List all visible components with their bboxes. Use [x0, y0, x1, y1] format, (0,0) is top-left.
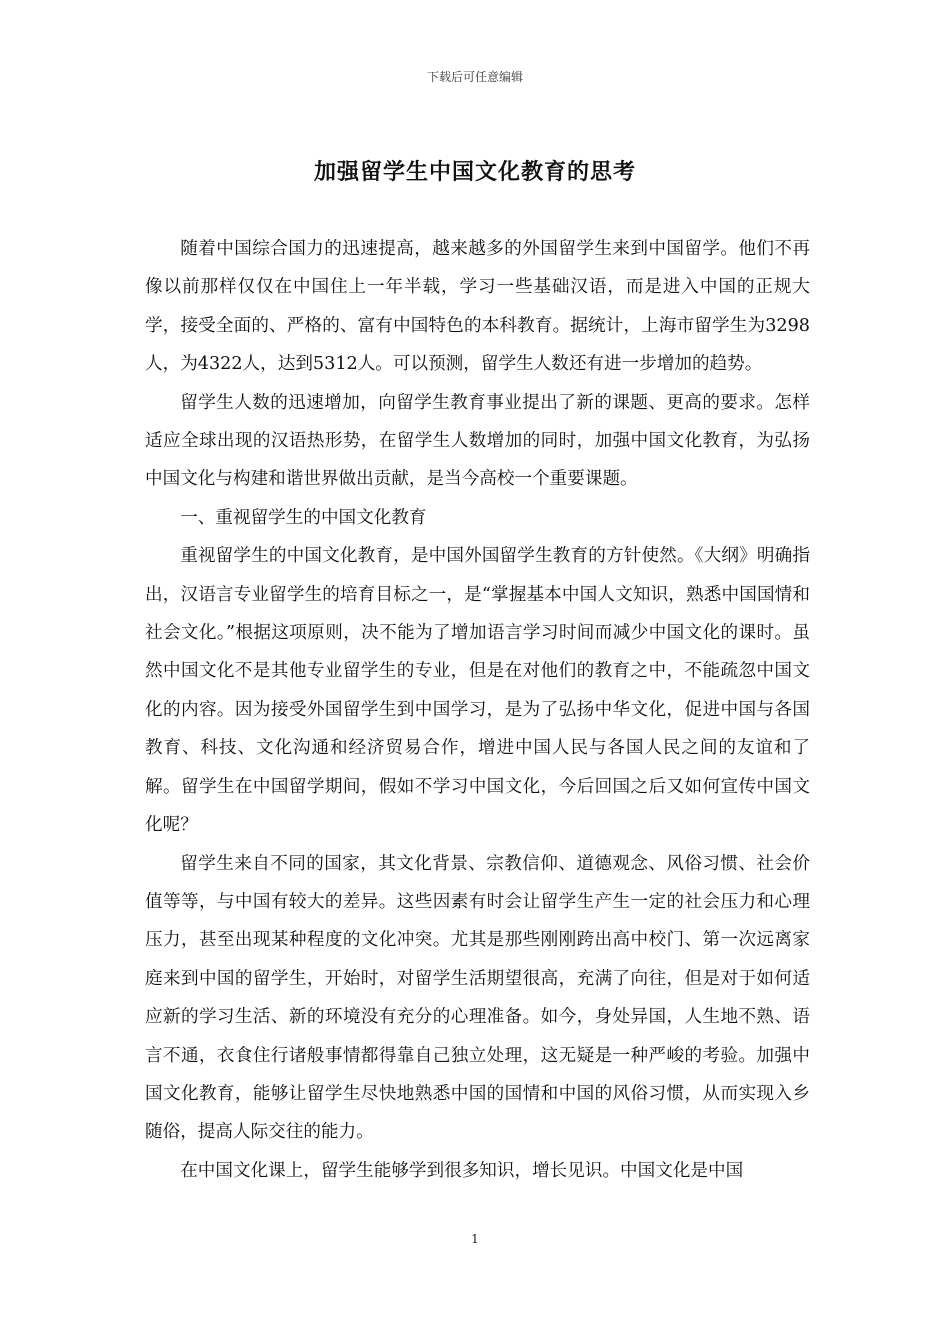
document-title: 加强留学生中国文化教育的思考 [313, 160, 636, 185]
section-heading-1: 一、重视留学生的中国文化教育 [180, 507, 427, 528]
paragraph-adaptation: 留学生来自不同的国家，其文化背景、宗教信仰、道德观念、风俗习惯、社会价值等等，与中国有较大的差异。这些因素有时会让留学生产生一定的社会压力和心理压力，甚至出现某种程度的文化冲突。尤其是那些刚刚跨出高中校门、第一次远离家庭来到中国的留学生，开始时，对留学生活期望很高，充满了向往，但是对于如何适应新的学习生活、新的环境没有充分的心理准备。如今，身处异国，人生地不熟、语言不通，衣食住行诸般事情都得靠自己独立处理，这无疑是一种严峻的考验。加强中国文化教育，能够让留学生尽快地熟悉中国的国情和中国的风俗习惯，从而实现入乡随俗，提高人际交往的能力。 [145, 853, 810, 1143]
paragraph-growth: 留学生人数的迅速增加，向留学生教育事业提出了新的课题、更高的要求。怎样适应全球出现的汉语热形势，在留学生人数增加的同时，加强中国文化教育，为弘扬中国文化与构建和谐世界做出贡献，是当今高校一个重要课题。 [145, 392, 810, 490]
paragraph-culture-class: 在中国文化课上，留学生能够学到很多知识，增长见识。中国文化是中国 [180, 1160, 744, 1181]
paragraph-intro: 随着中国综合国力的迅速提高，越来越多的外国留学生来到中国留学。他们不再像以前那样仅仅在中国住上一年半载，学习一些基础汉语，而是进入中国的正规大学，接受全面的、严格的、富有中国特色的本科教育。据统计，上海市留学生为3298人，为4322人，达到5312人。可以预测，留学生人数还有进一步增加的趋势。 [145, 239, 810, 375]
document-body [145, 230, 810, 1190]
paragraph-policy: 重视留学生的中国文化教育，是中国外国留学生教育的方针使然。《大纲》明确指出，汉语言专业留学生的培育目标之一，是“掌握基本中国人文知识，熟悉中国国情和社会文化。”根据这项原则，决不能为了增加语言学习时间而减少中国文化的课时。虽然中国文化不是其他专业留学生的专业，但是在对他们的教育之中，不能疏忽中国文化的内容。因为接受外国留学生到中国学习，是为了弘扬中华文化，促进中国与各国教育、科技、文化沟通和经济贸易合作，增进中国人民与各国人民之间的友谊和了解。留学生在中国留学期间，假如不学习中国文化，今后回国之后又如何宣传中国文化呢？ [145, 546, 810, 836]
header-note: 下载后可任意编辑 [426, 70, 523, 84]
page-number: 1 [471, 1232, 479, 1246]
